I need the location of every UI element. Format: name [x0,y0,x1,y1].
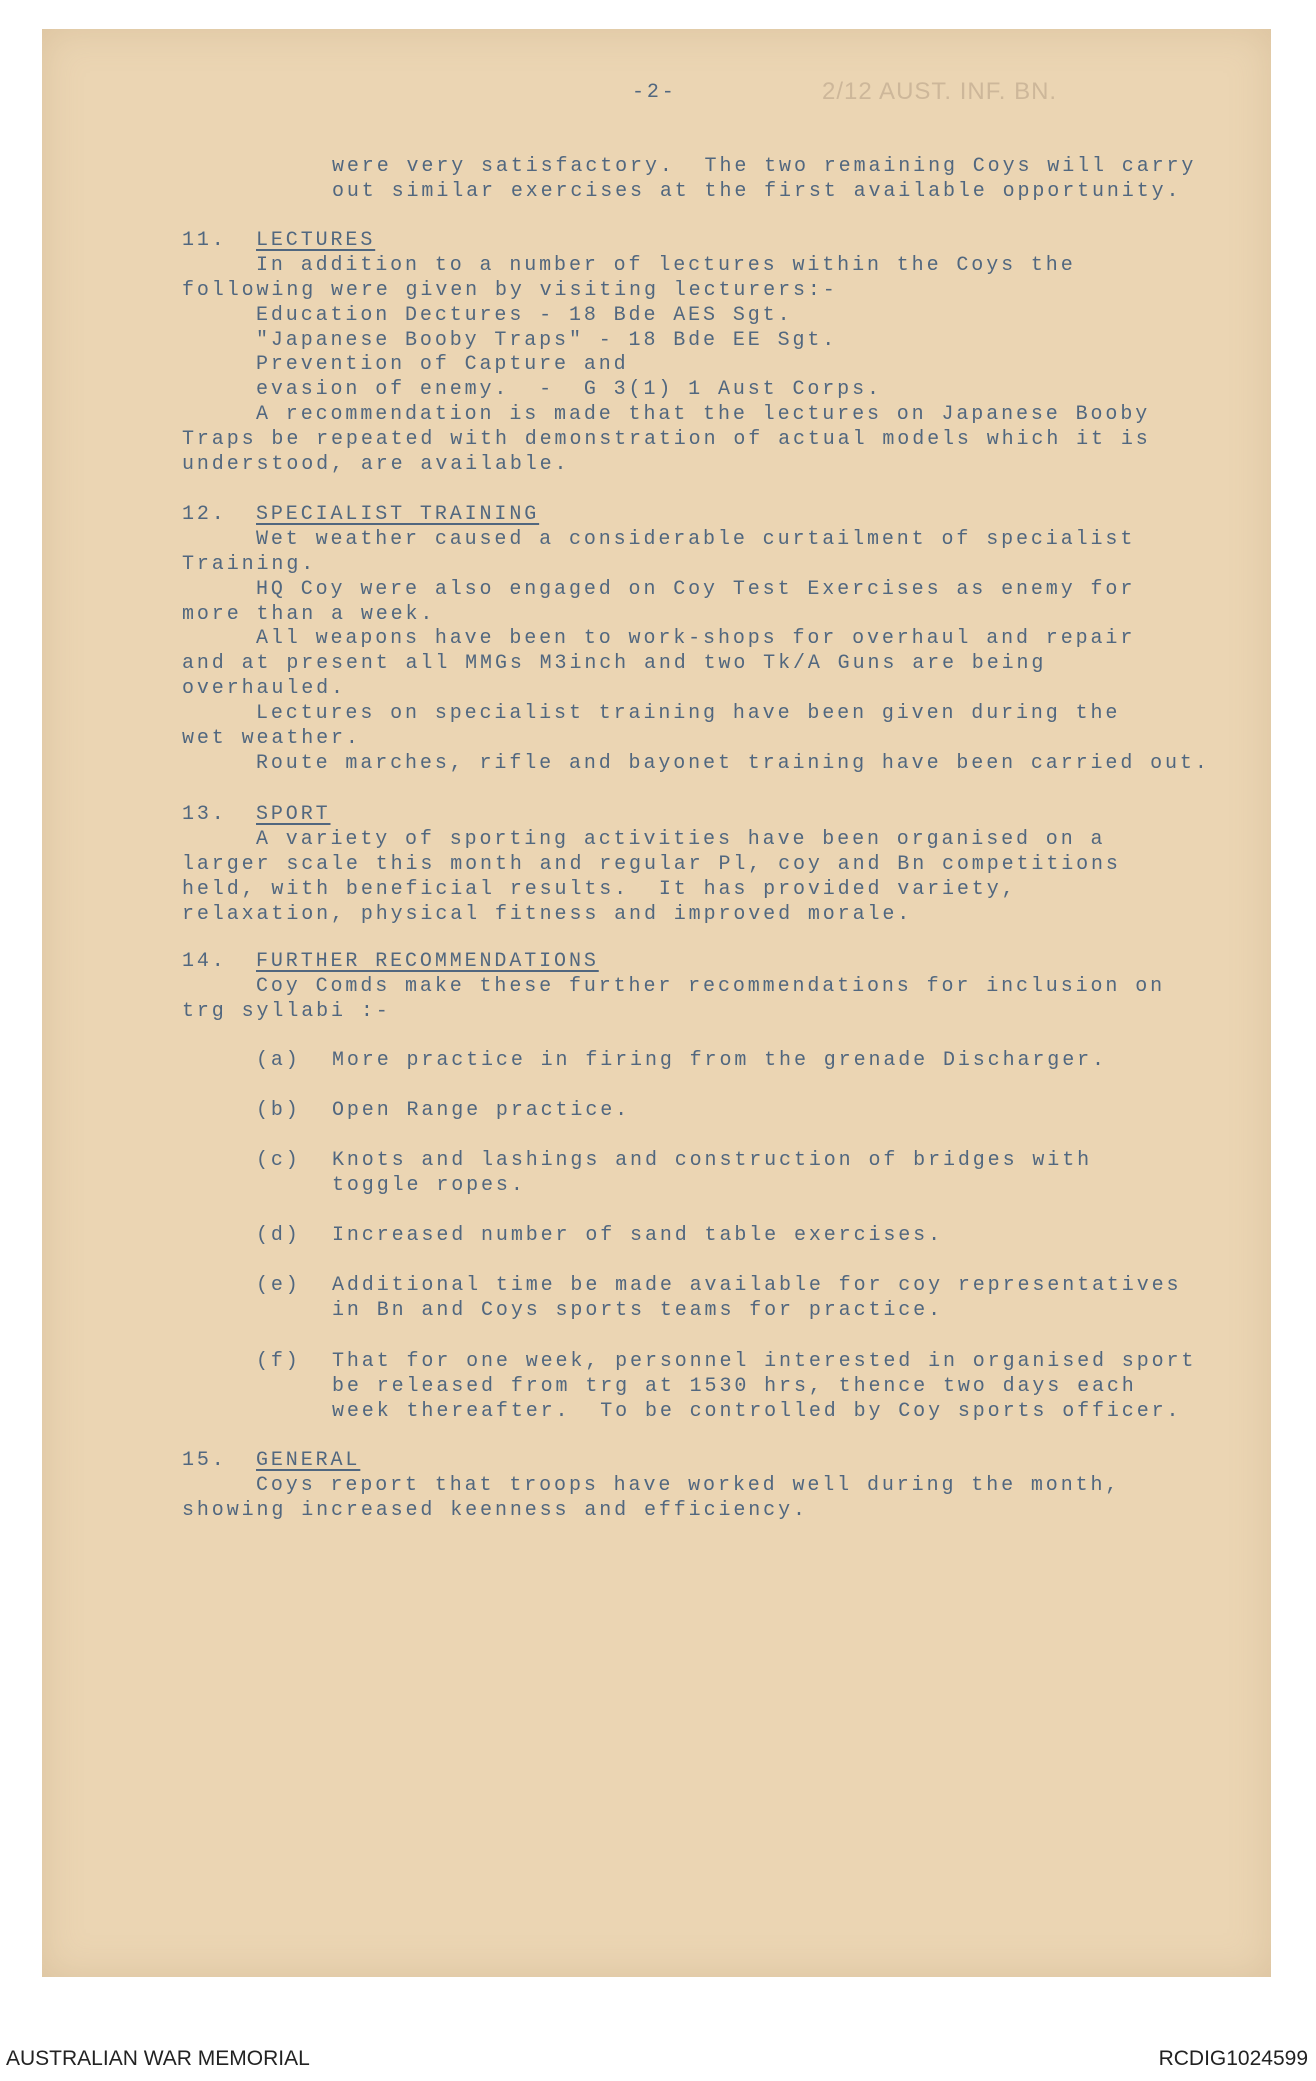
text-line: in Bn and Coys sports teams for practice. [332,1298,943,1322]
text-line: be released from trg at 1530 hrs, thence two days each [332,1374,1137,1398]
text-line: Wet weather caused a considerable curtailment of specialist [256,527,1136,551]
text-line: Coy Comds make these further recommendations for inclusion on [256,974,1166,998]
section-heading-line [182,1449,1120,1474]
text-line: Training. [182,552,317,576]
section-13-sport [182,803,1121,927]
section-heading-line [182,503,1210,528]
item-text [332,1049,1107,1074]
section-heading: GENERAL [256,1449,361,1472]
section-heading-line [182,803,1121,828]
section-11-lectures [182,229,1151,478]
text-line: More practice in firing from the grenade Discharger. [332,1049,1107,1072]
section-12-specialist-training [182,503,1210,777]
text-line: "Japanese Booby Traps" - 18 Bde EE Sgt. [256,328,838,352]
continuation-paragraph [332,155,1196,205]
section-heading: FURTHER RECOMMENDATIONS [256,950,599,973]
item-text [332,1274,1181,1324]
section-heading: SPECIALIST TRAINING [256,503,540,526]
text-line: week thereafter. To be controlled by Coy sports officer. [332,1399,1182,1423]
text-line: Prevention of Capture and [256,353,629,377]
text-line: A variety of sporting activities have been organised on a [256,827,1106,851]
text-line: Open Range practice. [332,1099,631,1122]
text-line: out similar exercises at the first available opportunity. [332,179,1182,203]
text-line: Coys report that troops have worked well during the month, [256,1473,1121,1497]
text-line: evasion of enemy. - G 3(1) 1 Aust Corps. [256,378,882,402]
section-heading: LECTURES [256,229,376,252]
item-label: (f) [256,1350,301,1373]
section-number: 14. [182,950,227,973]
item-label: (a) [256,1049,301,1072]
unit-stamp: 2/12 AUST. INF. BN. [822,78,1058,105]
text-line: relaxation, physical fitness and improved morale. [182,902,913,926]
section-number: 13. [182,803,227,826]
text-line: In addition to a number of lectures within the Coys the [256,253,1076,277]
item-label: (e) [256,1274,301,1297]
text-line: HQ Coy were also engaged on Coy Test Exercises as enemy for [256,577,1136,601]
text-line: understood, are available. [182,453,570,477]
text-line: more than a week. [182,602,436,626]
text-line: trg syllabi :- [182,999,391,1023]
text-line: wet weather. [182,727,361,751]
text-line: Lectures on specialist training have been given during the [256,702,1121,726]
footer-source: AUSTRALIAN WAR MEMORIAL [6,2047,310,2070]
section-heading-line [182,950,1165,975]
item-text [332,1149,1092,1199]
text-line: were very satisfactory. The two remaining Coys will carry [332,155,1197,178]
text-line: larger scale this month and regular Pl, coy and Bn competitions [182,852,1121,876]
text-line: Knots and lashings and construction of bridges with [332,1149,1092,1172]
text-line: Education Dectures - 18 Bde AES Sgt. [256,303,793,327]
section-heading: SPORT [256,803,331,826]
text-line: All weapons have been to work-shops for overhaul and repair [256,627,1136,651]
section-number: 11. [182,229,227,252]
item-text [332,1099,630,1124]
text-line: That for one week, personnel interested in organised sport [332,1350,1197,1373]
section-15-general [182,1449,1120,1524]
item-label: (d) [256,1224,301,1247]
section-14-further-recommendations [182,950,1165,1025]
footer-id: RCDIG1024599 [1158,2047,1308,2070]
text-line: showing increased keenness and efficiency. [182,1498,808,1522]
item-label: (b) [256,1099,301,1122]
text-line: Route marches, rifle and bayonet training have been carried out. [256,751,1210,775]
page-number: -2- [632,81,677,104]
text-line: following were given by visiting lecturers:- [182,278,838,302]
item-text [332,1224,943,1249]
text-line: held, with beneficial results. It has provided variety, [182,877,1017,901]
text-line: Traps be repeated with demonstration of actual models which it is [182,428,1151,452]
section-number: 12. [182,503,227,526]
item-text [332,1350,1196,1425]
text-line: Increased number of sand table exercises. [332,1224,943,1247]
item-label: (c) [256,1149,301,1172]
section-number: 15. [182,1449,227,1472]
text-line: and at present all MMGs M3inch and two Tk/A Guns are being [182,652,1047,676]
text-line: toggle ropes. [332,1173,526,1197]
text-line: A recommendation is made that the lectures on Japanese Booby [256,403,1151,427]
section-heading-line [182,229,1151,254]
text-line: Additional time be made available for coy representatives [332,1274,1182,1297]
text-line: overhauled. [182,677,346,701]
